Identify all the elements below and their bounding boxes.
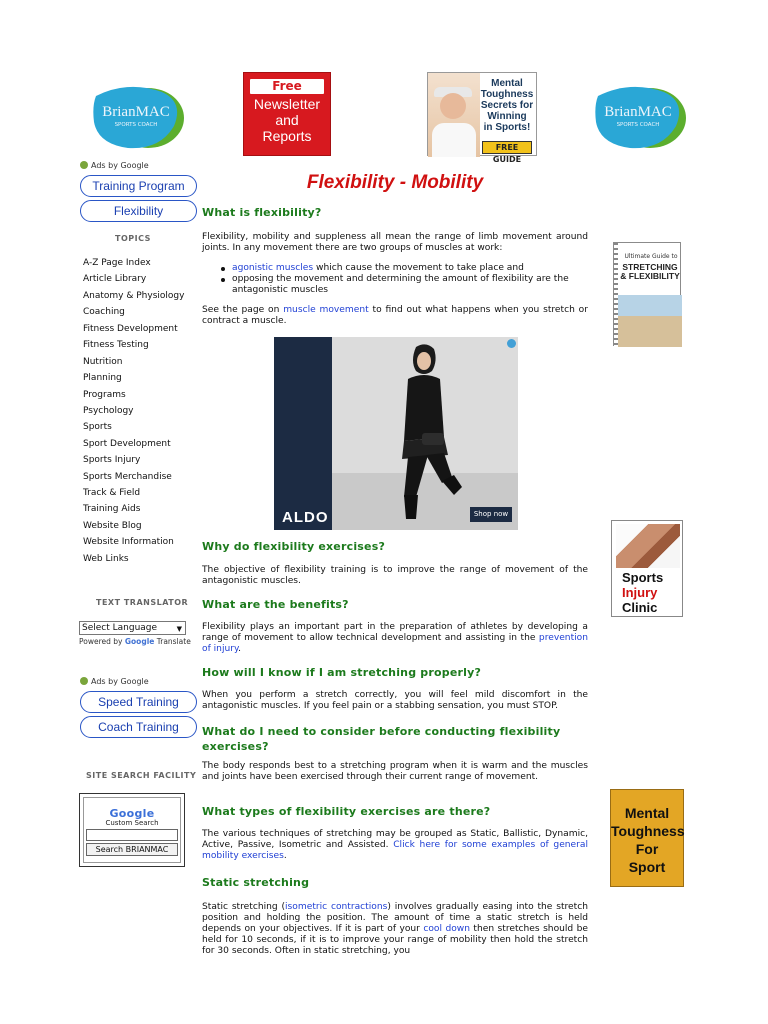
free-label: Free (250, 79, 324, 94)
ads-by-google-label-2[interactable]: Ads by Google (80, 677, 149, 687)
sidebar-item-anatomy[interactable]: Anatomy & Physiology (83, 291, 185, 301)
mental-banner-line4: Winning (487, 111, 527, 122)
sidebar-item-fitness-testing[interactable]: Fitness Testing (83, 340, 149, 350)
chevron-down-icon: ▼ (176, 625, 182, 633)
aldo-advertisement[interactable] (274, 337, 518, 530)
newsletter-line3: Reports (262, 128, 312, 144)
athlete-photo (428, 73, 480, 157)
sidebar-item-training-aids[interactable]: Training Aids (83, 504, 141, 514)
sidebar-item-track-field[interactable]: Track & Field (83, 488, 141, 498)
newsletter-banner[interactable] (243, 72, 331, 156)
heading-stretching-properly: How will I know if I am stretching properly? (202, 666, 482, 679)
book-title: STRETCHING & FLEXIBILITY (620, 262, 680, 281)
adchoices-icon (80, 677, 88, 685)
sidebar-item-az-index[interactable]: A-Z Page Index (83, 258, 151, 268)
newsletter-line2: and (275, 112, 299, 128)
sidebar-item-web-links[interactable]: Web Links (83, 554, 129, 564)
model-figure (364, 337, 474, 530)
logo-subtext: SPORTS COACH (114, 122, 158, 128)
paragraph-muscle-movement: See the page on muscle movement to find out what happens when you stretch or contract a muscle. (202, 305, 588, 326)
bullet-icon (221, 267, 225, 271)
google-logo: Google (109, 807, 155, 820)
mental-banner-text (478, 78, 536, 133)
bullet1-text: which cause the movement to take place and (313, 263, 524, 273)
ad-link-speed-training[interactable]: Speed Training (80, 691, 197, 713)
brianmac-logo-left[interactable] (88, 78, 188, 154)
sidebar-item-psychology[interactable]: Psychology (83, 406, 134, 416)
sidebar-item-programs[interactable]: Programs (83, 390, 126, 400)
ad-dark-panel (274, 337, 332, 530)
powered-by-label: Powered by (79, 637, 123, 646)
paragraph-static-stretching: Static stretching (isometric contractions) involves gradually easing into the stretch position and holding the position. The amount of time a static stretch is held depends on your objectives. If it is part of your cool down then stretches should be held for 10 seconds, if it is to improve your range of mobility then hold the stretch for 30 seconds. Often in static stretching, you (202, 902, 588, 956)
stretching-guide-book[interactable] (613, 242, 681, 346)
custom-search-label: Custom Search (105, 819, 159, 827)
mt-line3: For (635, 841, 659, 857)
bullet2-text: opposing the movement and determining the amount of flexibility are the antagonistic muscles (232, 274, 569, 295)
link-isometric-contractions[interactable]: isometric contractions (285, 902, 388, 912)
book-cover-photo (618, 295, 682, 347)
bullet-antagonistic (232, 274, 588, 296)
sidebar-item-sports[interactable]: Sports (83, 422, 112, 432)
heading-why-flexibility: Why do flexibility exercises? (202, 540, 386, 553)
search-inner (83, 797, 181, 863)
page-title: Flexibility - Mobility (306, 172, 484, 193)
topics-heading: TOPICS (115, 234, 151, 243)
sidebar-item-coaching[interactable]: Coaching (83, 307, 125, 317)
sidebar-item-sports-merchandise[interactable]: Sports Merchandise (83, 472, 172, 482)
injury-line1: Sports (622, 570, 664, 585)
sidebar-item-nutrition[interactable]: Nutrition (83, 357, 123, 367)
heading-static-stretching: Static stretching (202, 876, 310, 889)
free-guide-button[interactable]: FREE GUIDE (482, 141, 532, 154)
book-subtitle: Ultimate Guide to (624, 253, 678, 260)
ad-brand-logo: ALDO (282, 509, 329, 526)
link-mobility-exercises[interactable]: Click here for some examples of general mobility exercises (202, 840, 588, 861)
search-button[interactable]: Search BRIANMAC (86, 843, 178, 856)
paragraph-stretching-properly: When you perform a stretch correctly, you will feel mild discomfort in the antagonistic muscles. If you feel pain or a stabbing sensation, you must STOP. (202, 690, 588, 711)
translator-heading: TEXT TRANSLATOR (96, 598, 189, 607)
link-muscle-movement[interactable]: muscle movement (283, 305, 369, 315)
mt-line2: Toughness (611, 823, 685, 839)
ad-link-coach-training[interactable]: Coach Training (80, 716, 197, 738)
link-prevention-of-injury[interactable]: prevention of injury (202, 633, 588, 654)
sidebar-item-sport-development[interactable]: Sport Development (83, 439, 171, 449)
link-agonistic-muscles[interactable]: agonistic muscles (232, 263, 314, 273)
logo-text: BrianMAC (102, 104, 170, 120)
bullet-icon (221, 278, 225, 282)
heading-what-is-flexibility: What is flexibility? (202, 206, 322, 219)
mental-toughness-banner[interactable] (427, 72, 537, 164)
sidebar-item-article-library[interactable]: Article Library (83, 274, 147, 284)
adchoices-icon (80, 161, 88, 169)
injury-line2: Injury (622, 585, 658, 600)
brianmac-logo-graphic (88, 78, 188, 154)
sidebar-item-fitness-development[interactable]: Fitness Development (83, 324, 178, 334)
paragraph-flexibility-intro: Flexibility, mobility and suppleness all mean the range of limb movement around joints. In any movement there are two groups of muscles at work: (202, 232, 588, 253)
brianmac-logo-graphic (590, 78, 690, 154)
brianmac-logo-right[interactable] (590, 78, 690, 154)
sports-injury-clinic-banner[interactable] (611, 520, 683, 617)
heading-benefits: What are the benefits? (202, 598, 349, 611)
language-select[interactable] (79, 621, 186, 635)
powered-by-google-translate[interactable] (79, 637, 191, 646)
paragraph-considerations: The body responds best to a stretching program when it is warm and the muscles and joints have been exercised through their current range of movement. (202, 761, 588, 782)
ad-shop-now-button[interactable]: Shop now (470, 507, 512, 522)
mental-banner-line1: Mental (491, 78, 523, 89)
newsletter-line1: Newsletter (253, 96, 321, 112)
injury-photo (616, 524, 680, 568)
heading-types: What types of flexibility exercises are there? (202, 805, 491, 818)
bullet-agonistic (232, 263, 588, 274)
logo-text: BrianMAC (604, 104, 672, 120)
search-input[interactable] (86, 829, 178, 841)
site-search-heading: SITE SEARCH FACILITY (86, 771, 197, 780)
sidebar-item-website-information[interactable]: Website Information (83, 537, 174, 547)
sidebar-item-website-blog[interactable]: Website Blog (83, 521, 142, 531)
paragraph-benefits: Flexibility plays an important part in the preparation of athletes by developing a range of movement to allow technical development and assisting in the prevention of injury. (202, 622, 588, 654)
google-word: Google (124, 637, 155, 646)
sidebar-item-sports-injury[interactable]: Sports Injury (83, 455, 141, 465)
ad-info-icon[interactable] (507, 339, 516, 348)
mental-banner-line5: in Sports! (483, 122, 531, 133)
link-cool-down[interactable]: cool down (423, 924, 470, 934)
ads-by-google-label[interactable]: Ads by Google (80, 161, 149, 171)
mt-line1: Mental (624, 805, 670, 821)
site-search-box (79, 793, 185, 867)
translate-word: Translate (156, 637, 191, 646)
mt-line4: Sport (628, 859, 666, 875)
mental-banner-line3: Secrets for (480, 100, 534, 111)
paragraph-types: The various techniques of stretching may be grouped as Static, Ballistic, Dynamic, Active, Passive, Isometric and Assisted. Click here for some examples of general mobility exercises. (202, 829, 588, 861)
heading-considerations: What do I need to consider before conducting flexibility exercises? (202, 725, 561, 753)
ad-link-training-program[interactable]: Training Program (80, 175, 197, 197)
paragraph-objective: The objective of flexibility training is to improve the range of movement of the antagonistic muscles. (202, 565, 588, 586)
mental-toughness-book[interactable] (610, 789, 684, 887)
logo-subtext: SPORTS COACH (616, 122, 660, 128)
sidebar-item-planning[interactable]: Planning (83, 373, 122, 383)
ad-link-flexibility[interactable]: Flexibility (80, 200, 197, 222)
mental-banner-line2: Toughness (480, 89, 534, 100)
injury-line3: Clinic (622, 600, 658, 615)
language-select-value: Select Language (82, 623, 158, 633)
